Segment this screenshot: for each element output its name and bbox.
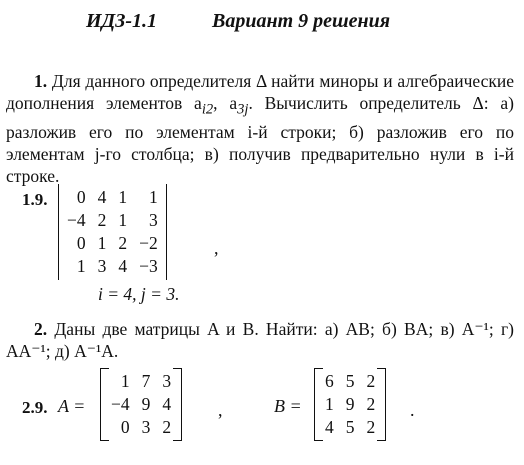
- matrix-a-table: [105, 370, 177, 439]
- matrix-row: [105, 416, 177, 439]
- matrix-b-period: .: [410, 400, 415, 420]
- det-cell: 0: [76, 233, 86, 253]
- problem-2-9-label: 2.9.: [22, 398, 48, 417]
- task-1-number: 1.: [34, 71, 48, 91]
- matrix-a-name: A =: [58, 396, 86, 416]
- matrix-cell: 9: [141, 394, 151, 414]
- det-cell: 4: [97, 187, 107, 207]
- matrix-row: [319, 370, 381, 393]
- matrix-cell: 2: [366, 371, 376, 391]
- matrix-b-name: B =: [274, 396, 302, 416]
- matrix-cell: 2: [162, 417, 172, 437]
- matrix-cell: 4: [325, 417, 334, 437]
- matrix-a: [100, 368, 182, 441]
- matrix-row: [105, 393, 177, 416]
- det-cell: −2: [139, 233, 158, 253]
- variant-title: Вариант 9 решения: [212, 10, 391, 32]
- det-row: [61, 186, 164, 209]
- det-cell: 3: [149, 210, 158, 230]
- matrix-cell: 1: [120, 371, 130, 391]
- matrix-cell: 2: [366, 394, 376, 414]
- matrix-cell: 6: [325, 371, 334, 391]
- det-cell: 2: [97, 210, 107, 230]
- matrix-cell: 3: [141, 417, 151, 437]
- det-cell: 1: [97, 233, 107, 253]
- det-cell: −4: [67, 210, 86, 230]
- matrix-cell: 5: [345, 371, 355, 391]
- task-1-rest: . Вычислить определитель Δ: а) разложив его по элементам i-й строки; б) разложив его по элементам j-го столбца; в) получив предварительно нули в i-й строке.: [6, 93, 514, 186]
- det-row: [61, 255, 164, 278]
- problem-1-9-params: i = 4, j = 3.: [98, 284, 180, 304]
- task-1: [6, 70, 514, 187]
- task-2-text: Даны две матрицы A и B. Найти: а) AB; б) BA; в) A⁻¹; г) AA⁻¹; д) A⁻¹A.: [6, 319, 515, 361]
- determinant-comma: ,: [214, 238, 219, 258]
- matrix-cell: 9: [345, 394, 355, 414]
- det-cell: 1: [76, 256, 86, 276]
- matrix-cell: 0: [120, 417, 130, 437]
- det-cell: −3: [139, 256, 158, 276]
- doc-id: ИДЗ-1.1: [86, 10, 158, 32]
- matrix-cell: 1: [325, 394, 334, 414]
- det-cell: 1: [149, 187, 158, 207]
- det-cell: 2: [118, 233, 128, 253]
- matrix-cell: 3: [162, 371, 172, 391]
- det-row: [61, 209, 164, 232]
- matrix-cell: 2: [366, 417, 376, 437]
- det-cell: 4: [118, 256, 128, 276]
- determinant-table: [61, 186, 164, 278]
- det-cell: 3: [97, 256, 107, 276]
- det-cell: 0: [76, 187, 86, 207]
- problem-1-9-label: 1.9.: [22, 190, 48, 209]
- task-2: [6, 318, 514, 362]
- matrix-cell: 5: [345, 417, 355, 437]
- determinant-1-9: [58, 184, 167, 280]
- matrix-a-comma: ,: [218, 400, 223, 420]
- task-1-sub2: 3j: [237, 101, 249, 118]
- task-1-sub1: i2: [201, 101, 214, 118]
- matrix-b-table: [319, 370, 381, 439]
- matrix-row: [105, 370, 177, 393]
- matrix-b: [314, 368, 386, 441]
- matrix-cell: 7: [141, 371, 151, 391]
- det-row: [61, 232, 164, 255]
- task-2-number: 2.: [34, 319, 48, 339]
- matrix-cell: −4: [111, 394, 130, 414]
- task-1-text: Для данного определителя Δ найти миноры и алгебраические дополнения элементов a: [6, 71, 514, 113]
- matrix-cell: 4: [162, 394, 172, 414]
- det-cell: 1: [118, 187, 128, 207]
- matrix-row: [319, 393, 381, 416]
- det-cell: 1: [118, 210, 128, 230]
- task-1-mid: , a: [213, 93, 238, 113]
- matrix-row: [319, 416, 381, 439]
